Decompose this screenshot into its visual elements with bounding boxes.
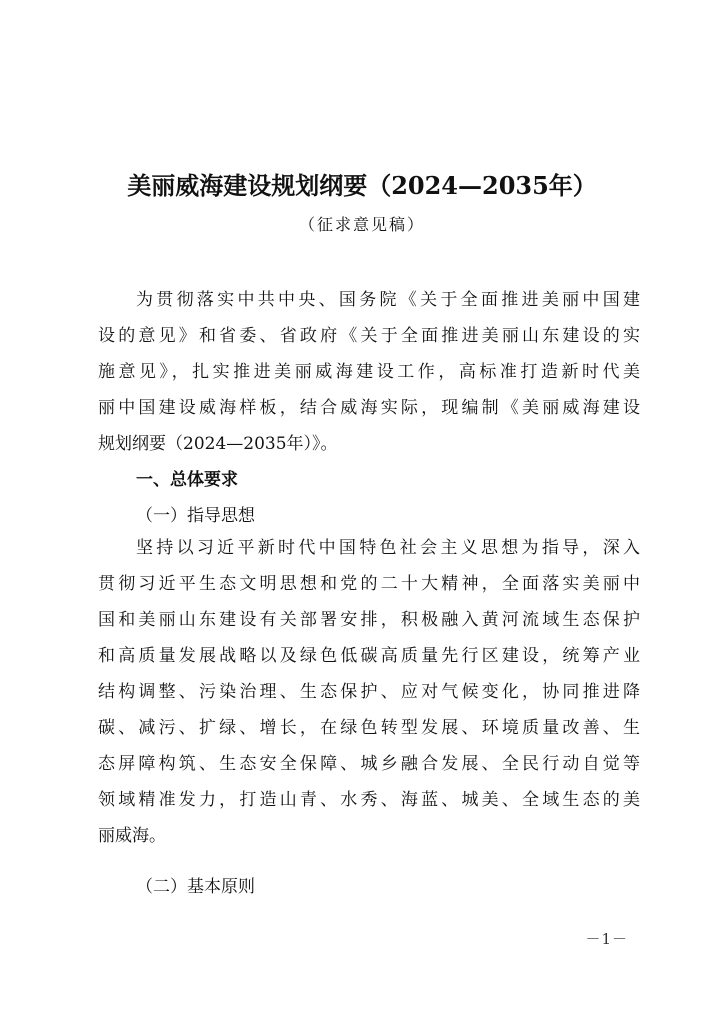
guiding-line: 国和美丽山东建设有关部署安排，积极融入黄河流域生态保护 [98, 610, 640, 630]
guiding-line: 领域精准发力，打造山青、水秀、海蓝、城美、全域生态的美 [98, 790, 640, 810]
subsection-heading-guiding-ideology: （一）指导思想 [136, 506, 255, 526]
guiding-line: 坚持以习近平新时代中国特色社会主义思想为指导，深入 [136, 538, 640, 558]
intro-line: 设的意见》和省委、省政府《关于全面推进美丽山东建设的实 [98, 326, 640, 346]
intro-line: 丽中国建设威海样板，结合威海实际，现编制《美丽威海建设 [98, 398, 640, 418]
guiding-line: 结构调整、污染治理、生态保护、应对气候变化，协同推进降 [98, 682, 640, 702]
subsection-heading-basic-principles: （二）基本原则 [136, 877, 255, 897]
guiding-line: 丽威海。 [98, 826, 166, 846]
document-subtitle: （征求意见稿） [298, 215, 425, 234]
intro-line: 为贯彻落实中共中央、国务院《关于全面推进美丽中国建 [136, 290, 640, 310]
document-title: 美丽威海建设规划纲要（2024—2035年） [127, 171, 597, 200]
guiding-line: 碳、减污、扩绿、增长，在绿色转型发展、环境质量改善、生 [98, 718, 640, 738]
intro-line: 规划纲要（2024—2035年）》。 [98, 434, 338, 454]
section-heading-general-requirements: 一、总体要求 [136, 470, 238, 490]
guiding-line: 贯彻习近平生态文明思想和党的二十大精神，全面落实美丽中 [98, 574, 640, 594]
guiding-line: 和高质量发展战略以及绿色低碳高质量先行区建设，统筹产业 [98, 646, 640, 666]
guiding-line: 态屏障构筑、生态安全保障、城乡融合发展、全民行动自觉等 [98, 754, 640, 774]
intro-paragraph [98, 282, 640, 462]
page-number: －1－ [585, 930, 628, 948]
intro-line: 施意见》，扎实推进美丽威海建设工作，高标准打造新时代美 [98, 362, 640, 382]
guiding-ideology-paragraph [98, 530, 640, 854]
